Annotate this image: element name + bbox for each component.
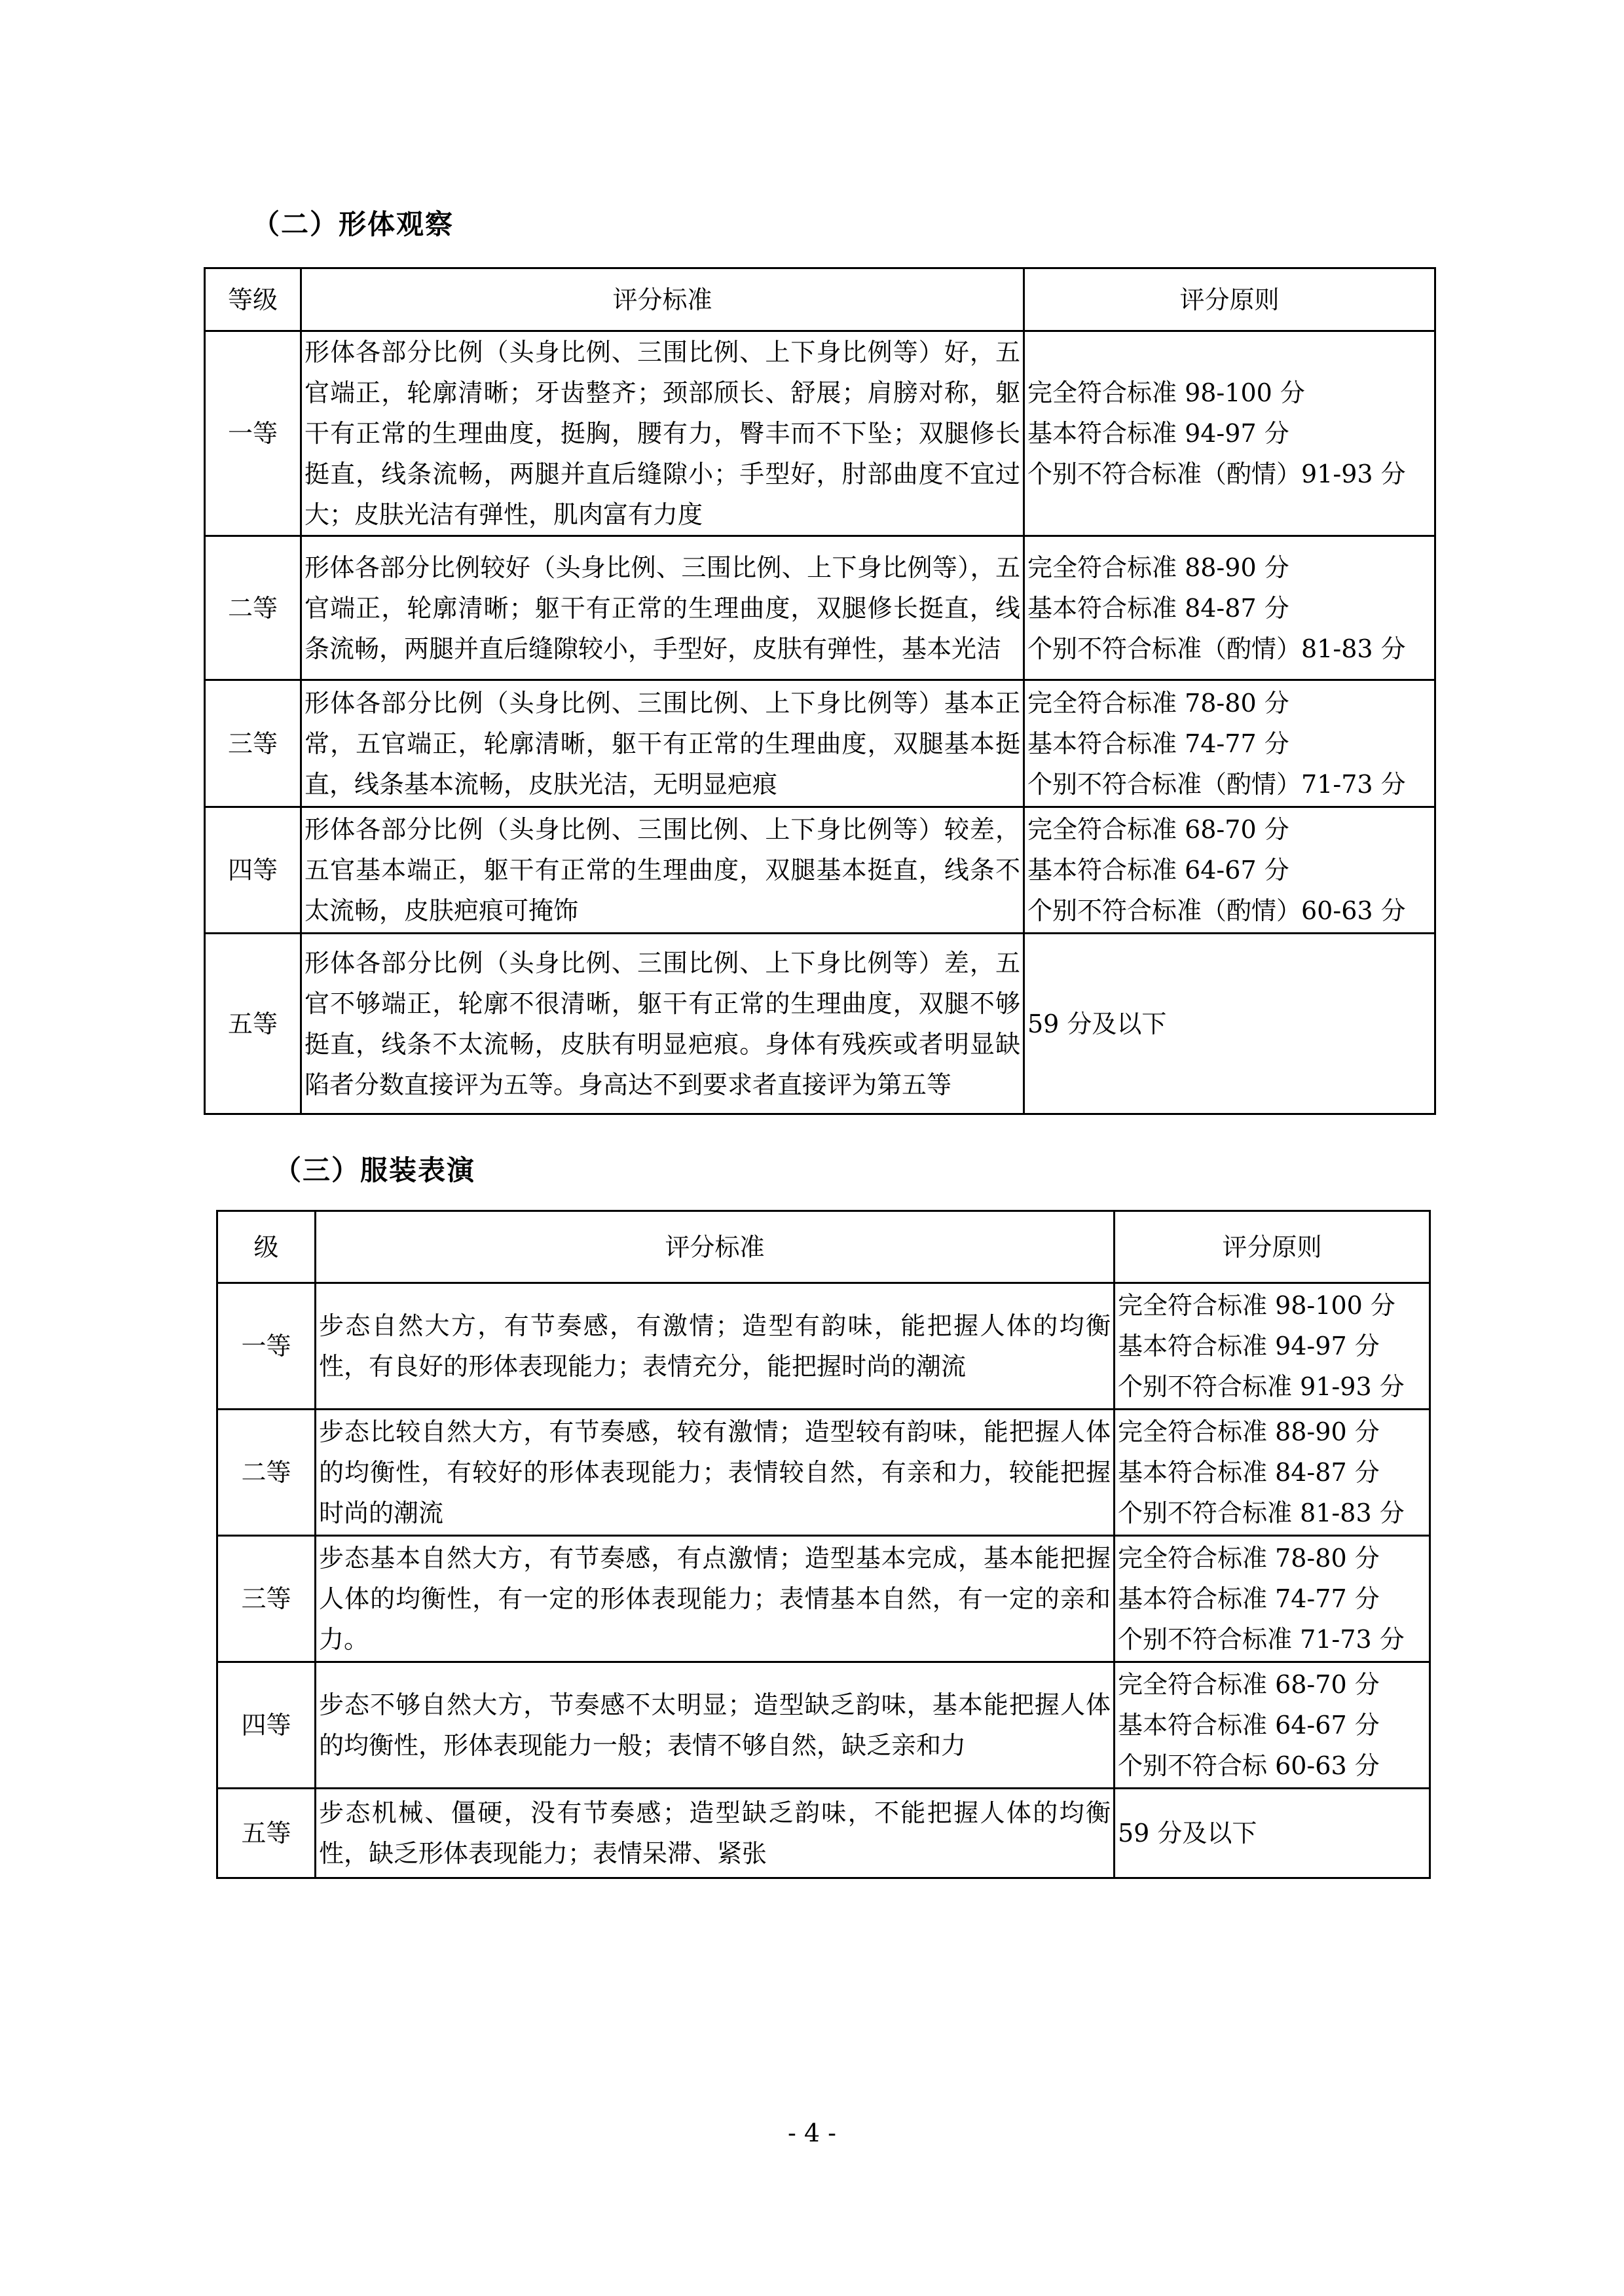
body-observation-table bbox=[204, 267, 1436, 1115]
principle-line: 完全符合标准 78-80 分 bbox=[1118, 1544, 1380, 1573]
principle-line: 基本符合标准 64-67 分 bbox=[1027, 856, 1289, 884]
principle-line: 基本符合标准 74-77 分 bbox=[1027, 729, 1289, 758]
criteria-cell: 步态比较自然大方，有节奏感，较有激情；造型较有韵味，能把握人体的均衡性，有较好的形体表现能力；表情较自然，有亲和力，较能把握时尚的潮流 bbox=[316, 1410, 1115, 1536]
section-title-body-observation: （二）形体观察 bbox=[252, 208, 454, 240]
principles-cell bbox=[1115, 1283, 1430, 1410]
principle-line: 个别不符合标 60-63 分 bbox=[1118, 1751, 1380, 1780]
criteria-cell: 步态自然大方，有节奏感，有激情；造型有韵味，能把握人体的均衡性，有良好的形体表现能力；表情充分，能把握时尚的潮流 bbox=[316, 1283, 1115, 1410]
table-header-row bbox=[205, 268, 1435, 331]
grade-cell: 三等 bbox=[205, 680, 301, 807]
principle-line: 基本符合标准 84-87 分 bbox=[1118, 1458, 1380, 1487]
principle-line: 基本符合标准 84-87 分 bbox=[1027, 593, 1289, 623]
principle-line: 个别不符合标准（酌情）71-73 分 bbox=[1027, 769, 1406, 799]
table-row bbox=[205, 680, 1435, 807]
criteria-cell: 形体各部分比例（头身比例、三围比例、上下身比例等）基本正常，五官端正，轮廓清晰，躯干有正常的生理曲度，双腿基本挺直，线条基本流畅，皮肤光洁，无明显疤痕 bbox=[301, 680, 1024, 807]
principle-line: 完全符合标准 68-70 分 bbox=[1027, 815, 1289, 844]
principle-line: 完全符合标准 88-90 分 bbox=[1118, 1417, 1380, 1446]
table-row bbox=[217, 1283, 1430, 1410]
criteria-cell: 形体各部分比例（头身比例、三围比例、上下身比例等）好，五官端正，轮廓清晰；牙齿整齐；颈部颀长、舒展；肩膀对称，躯干有正常的生理曲度，挺胸，腰有力，臀丰而不下坠；双腿修长挺直，线条流畅，两腿并直后缝隙小；手型好，肘部曲度不宜过大；皮肤光洁有弹性，肌肉富有力度 bbox=[301, 331, 1024, 536]
principle-line: 完全符合标准 88-90 分 bbox=[1027, 553, 1289, 582]
principle-line: 基本符合标准 64-67 分 bbox=[1118, 1711, 1380, 1740]
section-title-fashion-show: （三）服装表演 bbox=[274, 1154, 476, 1186]
table-row bbox=[217, 1789, 1430, 1878]
header-grade: 等级 bbox=[205, 268, 301, 331]
principle-line: 个别不符合标准 71-73 分 bbox=[1118, 1625, 1405, 1654]
header-criteria: 评分标准 bbox=[316, 1211, 1115, 1283]
grade-cell: 四等 bbox=[217, 1662, 316, 1789]
principles-cell bbox=[1115, 1410, 1430, 1536]
principle-line: 个别不符合标准（酌情）60-63 分 bbox=[1027, 896, 1406, 925]
criteria-cell: 形体各部分比例（头身比例、三围比例、上下身比例等）差，五官不够端正，轮廓不很清晰，躯干有正常的生理曲度，双腿不够挺直，线条不太流畅，皮肤有明显疤痕。身体有残疾或者明显缺陷者分数直接评为五等。身高达不到要求者直接评为第五等 bbox=[301, 934, 1024, 1114]
table-row bbox=[205, 934, 1435, 1114]
principles-cell bbox=[1024, 807, 1435, 934]
table-row bbox=[205, 807, 1435, 934]
header-grade: 级 bbox=[217, 1211, 316, 1283]
criteria-cell: 形体各部分比例（头身比例、三围比例、上下身比例等）较差，五官基本端正，躯干有正常的生理曲度，双腿基本挺直，线条不太流畅，皮肤疤痕可掩饰 bbox=[301, 807, 1024, 934]
criteria-cell: 步态基本自然大方，有节奏感，有点激情；造型基本完成，基本能把握人体的均衡性，有一定的形体表现能力；表情基本自然，有一定的亲和力。 bbox=[316, 1536, 1115, 1662]
principles-cell bbox=[1115, 1536, 1430, 1662]
table-row bbox=[205, 536, 1435, 680]
criteria-cell: 形体各部分比例较好（头身比例、三围比例、上下身比例等），五官端正，轮廓清晰；躯干有正常的生理曲度，双腿修长挺直，线条流畅，两腿并直后缝隙较小，手型好，皮肤有弹性，基本光洁 bbox=[301, 536, 1024, 680]
grade-cell: 一等 bbox=[217, 1283, 316, 1410]
table-row bbox=[217, 1662, 1430, 1789]
principles-cell bbox=[1024, 536, 1435, 680]
principle-line: 个别不符合标准（酌情）81-83 分 bbox=[1027, 634, 1406, 663]
table-row bbox=[205, 331, 1435, 536]
grade-cell: 五等 bbox=[205, 934, 301, 1114]
principles-cell bbox=[1024, 934, 1435, 1114]
principle-line: 个别不符合标准 81-83 分 bbox=[1118, 1499, 1405, 1527]
grade-cell: 一等 bbox=[205, 331, 301, 536]
grade-cell: 四等 bbox=[205, 807, 301, 934]
grade-cell: 五等 bbox=[217, 1789, 316, 1878]
principles-cell bbox=[1115, 1662, 1430, 1789]
principles-cell bbox=[1024, 331, 1435, 536]
principles-cell bbox=[1115, 1789, 1430, 1878]
criteria-cell: 步态不够自然大方，节奏感不太明显；造型缺乏韵味，基本能把握人体的均衡性，形体表现能力一般；表情不够自然，缺乏亲和力 bbox=[316, 1662, 1115, 1789]
principle-line: 完全符合标准 98-100 分 bbox=[1027, 378, 1305, 407]
table-row bbox=[217, 1410, 1430, 1536]
principle-line: 个别不符合标准 91-93 分 bbox=[1118, 1372, 1405, 1401]
fashion-show-table bbox=[216, 1210, 1431, 1879]
principle-line: 基本符合标准 74-77 分 bbox=[1118, 1584, 1380, 1613]
header-criteria: 评分标准 bbox=[301, 268, 1024, 331]
principle-line: 个别不符合标准（酌情）91-93 分 bbox=[1027, 460, 1406, 488]
criteria-cell: 步态机械、僵硬，没有节奏感；造型缺乏韵味，不能把握人体的均衡性，缺乏形体表现能力；表情呆滞、紧张 bbox=[316, 1789, 1115, 1878]
principle-line: 基本符合标准 94-97 分 bbox=[1027, 419, 1289, 448]
principle-line: 完全符合标准 98-100 分 bbox=[1118, 1291, 1395, 1320]
grade-cell: 三等 bbox=[217, 1536, 316, 1662]
principle-line: 完全符合标准 68-70 分 bbox=[1118, 1670, 1380, 1699]
grade-cell: 二等 bbox=[205, 536, 301, 680]
header-principles: 评分原则 bbox=[1024, 268, 1435, 331]
grade-cell: 二等 bbox=[217, 1410, 316, 1536]
page-number: - 4 - bbox=[787, 2119, 836, 2147]
principle-line: 59 分及以下 bbox=[1027, 1009, 1167, 1038]
principle-line: 完全符合标准 78-80 分 bbox=[1027, 688, 1289, 718]
principle-line: 基本符合标准 94-97 分 bbox=[1118, 1332, 1380, 1360]
principle-line: 59 分及以下 bbox=[1118, 1819, 1257, 1848]
header-principles: 评分原则 bbox=[1115, 1211, 1430, 1283]
table-header-row bbox=[217, 1211, 1430, 1283]
principles-cell bbox=[1024, 680, 1435, 807]
table-row bbox=[217, 1536, 1430, 1662]
